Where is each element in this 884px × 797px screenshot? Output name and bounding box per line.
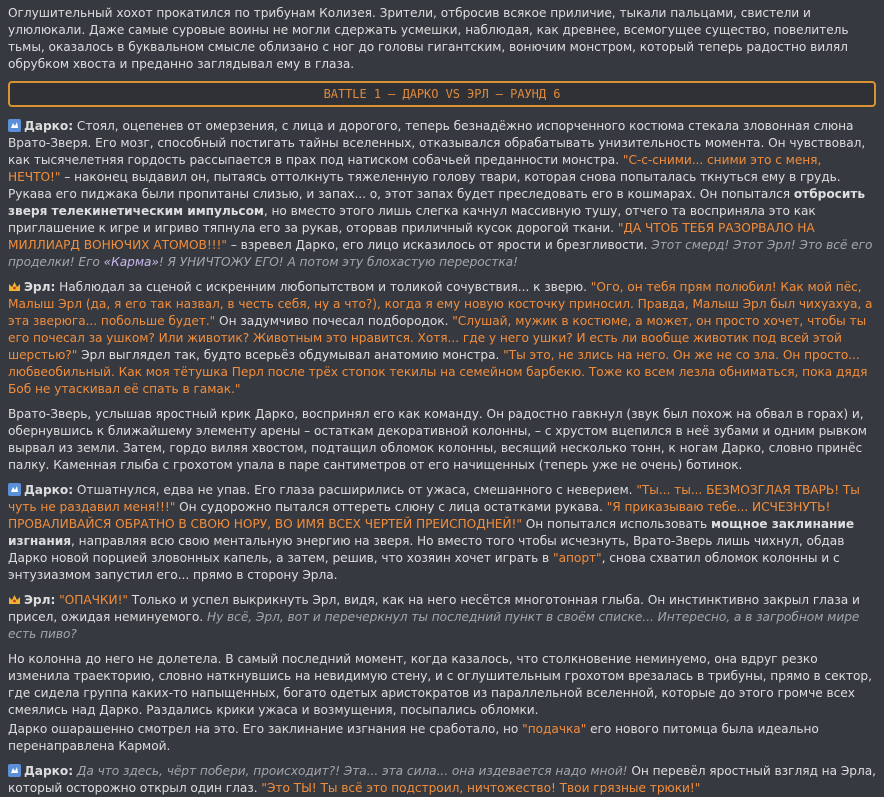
dialogue-quote: "Слушай, мужик в костюме, а может, он просто хочет, чтобы ты его почесал за ушком? Или животик? Животным это нравится. Хотя... где у него ушки? И есть ли вообще животик под всей этой шерстью?" [8,314,867,362]
dialogue-quote: "Ты это, не злись на него. Он же не со зла. Он просто... любвеобильный. Как моя тётушка Перл после трёх стопок текилы на семейном барбекю. Тоже ко всем лезла обниматься, пока дядя Боб не утаскивал её спать в гамак." [8,348,868,396]
erl-turn-1 [8,279,876,398]
dialogue-quote: "Ого, он тебя прям полюбил! Как мой пёс, Малыш Эрл (да, я его так назвал, в честь себя, ну а что?), когда я ему новую косточку приносил. Правда, Малыш Эрл был чихуахуа, а эта зверюга... побольше будет." [8,280,873,328]
battle-banner-text: BATTLE 1 – ДАРКО VS ЭРЛ – РАУНД 6 [323,87,561,101]
narration-text: , направляя всю свою ментальную энергию на зверя. Но вместо того чтобы исчезнуть, Врато-Зверь лишь чихнул, обдав Дарко новой порцией зловонных капель, а затем, решив, что хозяин хочет играть в [8,534,845,565]
blue-hand-icon [8,764,21,777]
inner-thought: Да что здесь, чёрт побери, происходит?! Эта... эта сила... она издевается надо мной! [76,764,628,778]
narration-text: Эрл выглядел так, будто всерьёз обдумывал анатомию монстра. [77,348,504,362]
darko-turn-2 [8,482,876,584]
narration-text: , но вместо этого лишь слегка качнул массивную тушу, отчего та восприняла это как приглашение к игре и игриво тяпнула его за рукав, оторвав приличный кусок дорогой ткани. [8,204,816,235]
speaker-name: Дарко: [24,764,74,778]
narration-text: Наблюдал за сценой с искренним любопытством и толикой сочувствия... к зверю. [55,280,591,294]
speaker-name: Эрл: [24,280,56,294]
speaker-name: Эрл: [24,593,56,607]
narration-text: Он судорожно пытался оттереть слюну с лица остатками рукава. [175,500,607,514]
narration-text: его нового питомца была идеально перенаправлена Кармой. [8,722,819,753]
narration-text: Отшатнулся, едва не упав. Его глаза расширились от ужаса, смешанного с неверием. [73,483,637,497]
narration-text: Только и успел выкрикнуть Эрл, видя, как на него несётся многотонная глыба. Он инстинктивно закрыл глаза и присел, ожидая неминуемого. [8,593,860,624]
dialogue-quote: "С-с-сними... сними это с меня, НЕЧТО!" [8,153,822,184]
dialogue-quote: "Это ТЫ! Ты всё это подстроил, ничтожество! Твои грязные трюки!" [261,781,701,795]
darko-turn-1 [8,118,876,271]
dialogue-quote: "ОПАЧКИ!" [59,593,128,607]
narration-text: , снова схватил обломок колонны и с энтузиазмом запустил его... прямо в сторону Эрла. [8,551,840,582]
narration-text: Он перевёл яростный взгляд на Эрла, который осторожно открыл один глаз. [8,764,876,795]
action-highlight: отбросить зверя телекинетическим импульсом [8,187,865,218]
blue-hand-icon [8,483,21,496]
narration-paragraph [8,721,876,755]
blue-hand-icon [8,119,21,132]
intro-paragraph [8,5,876,73]
narration-text: Дарко ошарашенно смотрел на это. Его заклинание изгнания не сработало, но [8,722,523,736]
narration-text: Стоял, оцепенев от омерзения, с лица и дорогого, теперь безнадёжно испорченного костюма стекала зловонная слюна Врато-Зверя. Его мозг, способный постигать тайны вселенных, отказывался обрабатывать унизительность момента. Он чувствовал, как тысячелетняя гордость рассыпается в прах под натиском собачьей преданности монстра. [8,119,866,167]
narration-text: Он попытался использовать [521,517,711,531]
dialogue-quote: "Я приказываю тебе... ИСЧЕЗНУТЬ! ПРОВАЛИВАЙСЯ ОБРАТНО В СВОЮ НОРУ, ВО ИМЯ ВСЕХ ЧЕРТЕЙ ПРЕИСПОДНЕЙ!" [8,500,831,531]
inner-thought: Ну всё, Эрл, вот и перечеркнул ты последний пункт в своём списке... Интересно, а в загробном мире есть пиво? [8,610,860,641]
narration-paragraph [8,406,876,474]
erl-turn-2 [8,592,876,643]
karma-mention: «Карма» [103,255,159,269]
inner-thought: Этот смерд! Этот Эрл! Это всё его проделки! Его [8,238,873,269]
narration-text: Но колонна до него не долетела. В самый последний момент, когда казалось, что столкновение неминуемо, она вдруг резко изменила траекторию, словно наткнувшись на невидимую стену, и с оглушительным грохотом врезалась в трибуны, прямо в сектор, где сидела группа каких-то напыщенных, богато одетых аристократов из параллельной вселенной, которые до этого громче всех смеялись над Дарко. Раздались крики ужаса и возмущения, посыпались обломки. [8,652,872,717]
action-highlight: мощное заклинание изгнания [8,517,855,548]
speaker-name: Дарко: [24,119,74,133]
narration-text: Врато-Зверь, услышав яростный крик Дарко, воспринял его как команду. Он радостно гавкнул (звук был похож на обвал в горах) и, обернувшись к ближайшему элементу арены – остаткам декоративной колонны, – с хрустом вцепился в неё зубами и одним рывком вырвал из земли. Затем, гордо виляя хвостом, подтащил обломок колонны, весящий несколько тонн, к ногам Дарко, словно принёс палку. Каменная глыба с грохотом упала в паре сантиметров от его начищенных (теперь уже не очень) ботинок. [8,407,867,472]
darko-turn-3 [8,763,876,797]
crown-icon [8,280,21,293]
dialogue-quote: "подачка" [522,722,587,736]
dialogue-quote: "апорт" [553,551,602,565]
narration-text: – взревел Дарко, его лицо исказилось от ярости и брезгливости. [226,238,652,252]
narration-text: – наконец выдавил он, пытаясь оттолкнуть тяжеленную голову твари, которая снова попыталась ткнуться ему в грудь. Рукава его пиджака были пропитаны слизью, и запах... о, этот запах будет преследовать его в кошмарах. Он попытался [8,170,841,201]
crown-icon [8,593,21,606]
dialogue-quote: "Ты... ты... БЕЗМОЗГЛАЯ ТВАРЬ! Ты чуть не раздавил меня!!!" [8,483,860,514]
intro-text: Оглушительный хохот прокатился по трибунам Колизея. Зрители, отбросив всякое приличие, тыкали пальцами, свистели и улюлюкали. Даже самые суровые воины не могли сдержать усмешки, наблюдая, как древнее, всемогущее существо, повелитель тьмы, оказалось в буквальном смысле облизано с ног до головы гигантским, вонючим монстром, который теперь радостно вилял обрубком хвоста и преданно заглядывал ему в глаза. [8,6,849,71]
dialogue-quote: "ДА ЧТОБ ТЕБЯ РАЗОРВАЛО НА МИЛЛИАРД ВОНЮЧИХ АТОМОВ!!!" [8,221,815,252]
narration-paragraph [8,651,876,719]
inner-thought: ! Я УНИЧТОЖУ ЕГО! А потом эту блохастую переростка! [158,255,518,269]
speaker-name: Дарко: [24,483,74,497]
battle-banner [8,81,876,107]
narration-text: Он задумчиво почесал подбородок. [215,314,453,328]
